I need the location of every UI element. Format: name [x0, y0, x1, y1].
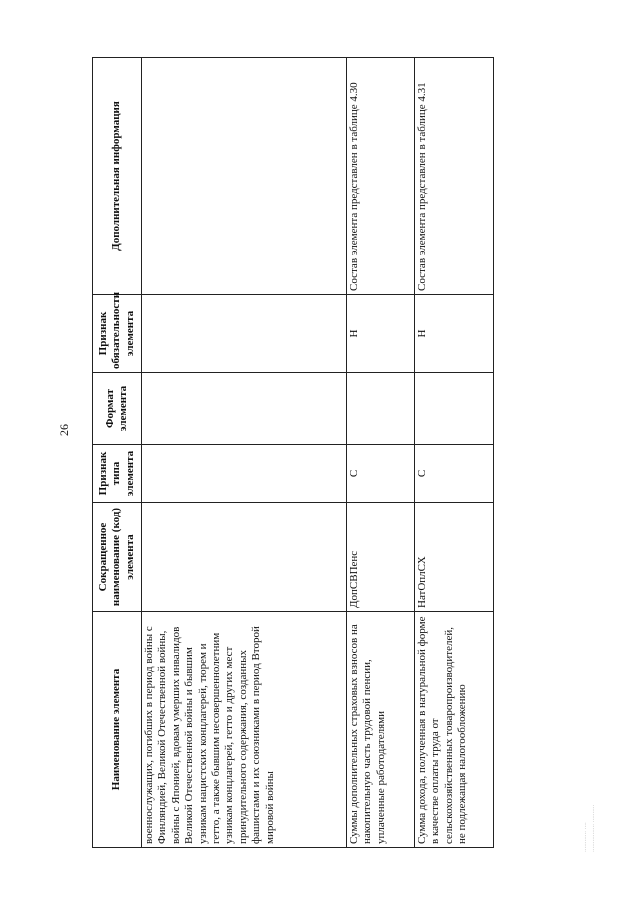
table-header-row	[93, 58, 142, 848]
header-required: Признак обязательности элемента	[93, 295, 142, 373]
cell-info	[142, 58, 347, 295]
table-row	[142, 58, 347, 848]
cell-info: Состав элемента представлен в таблице 4.31	[415, 58, 494, 295]
cell-format	[142, 373, 347, 445]
faint-stamp-text: ············ ···· ················ ··········	[583, 804, 598, 852]
cell-code	[142, 503, 347, 612]
cell-format	[347, 373, 415, 445]
cell-required: Н	[415, 295, 494, 373]
header-code: Сокращенное наименование (код) элемента	[93, 503, 142, 612]
table-row	[415, 58, 494, 848]
cell-type: С	[415, 445, 494, 503]
cell-code: ДопСВПенс	[347, 503, 415, 612]
page-number: 26	[57, 424, 71, 436]
cell-name: Сумма дохода, полученная в натуральной форме в качестве оплаты труда от сельскохозяйственных товаропроизводителей, не подлежащая налогообложению	[415, 612, 494, 848]
table-row	[347, 58, 415, 848]
cell-code: НатОплСХ	[415, 503, 494, 612]
rotated-table-container	[92, 58, 469, 848]
cell-type	[142, 445, 347, 503]
cell-name: военнослужащих, погибших в период войны с Финляндией, Великой Отечественной войны, войны с Японией, вдовам умерших инвалидов Великой Отечественной войны и бывшим узникам нацистских концлагерей, тюрем и гетто, а также бывшим несовершеннолетним узникам концлагерей, гетто и других мест принудительного содержания, созданных фашистами и их союзниками в период Второй мировой войны	[142, 612, 347, 848]
cell-name: Суммы дополнительных страховых взносов на накопительную часть трудовой пенсии, уплаченные работодателями	[347, 612, 415, 848]
header-name: Наименование элемента	[93, 612, 142, 848]
header-info: Дополнительная информация	[93, 58, 142, 295]
elements-table	[92, 57, 494, 848]
cell-required	[142, 295, 347, 373]
cell-info: Состав элемента представлен в таблице 4.30	[347, 58, 415, 295]
header-type: Признак типа элемента	[93, 445, 142, 503]
cell-type: С	[347, 445, 415, 503]
cell-required: Н	[347, 295, 415, 373]
header-format: Формат элемента	[93, 373, 142, 445]
cell-format	[415, 373, 494, 445]
